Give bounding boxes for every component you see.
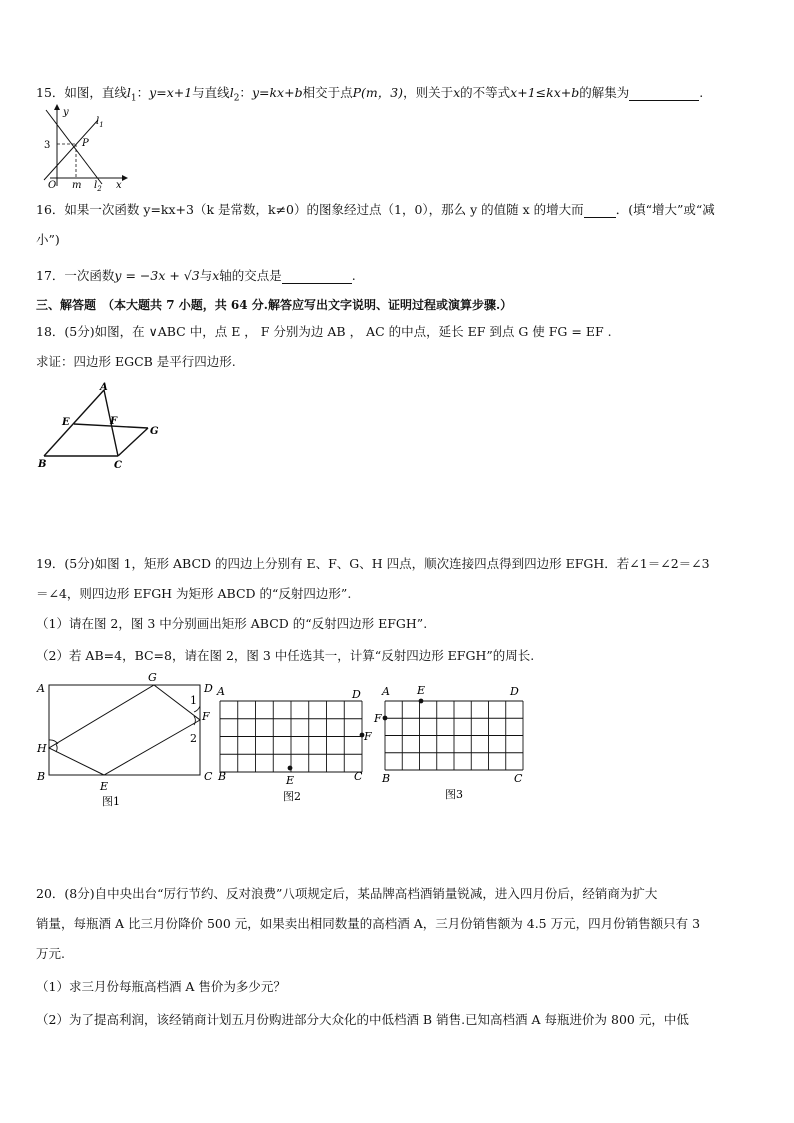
fig2-d-label: D: [352, 688, 361, 701]
q18-line1: 18．(5分)如图，在 ∨ABC 中，点 E ， F 分别为边 AB ， AC 的中点，延长 EF 到点 G 使 FG = EF .: [36, 324, 612, 339]
fig3-e-label: E: [417, 684, 426, 697]
fig1-h-label: H: [37, 742, 47, 755]
vertex-a-label: A: [100, 382, 108, 393]
answer-blank-17[interactable]: [282, 268, 352, 284]
fig1-f-label: F: [202, 710, 210, 723]
fig2-f-label: F: [364, 730, 372, 743]
q19-line2: ＝∠4，则四边形 EFGH 为矩形 ABCD 的“反射四边形”.: [36, 586, 352, 601]
vertex-b-label: B: [38, 459, 47, 470]
q19-sub1: （1）请在图 2，图 3 中分别画出矩形 ABCD 的“反射四边形 EFGH”.: [36, 616, 428, 631]
q18-figure: [36, 384, 166, 474]
vertex-g-label: G: [150, 426, 159, 437]
fig2-a-label: A: [217, 685, 225, 698]
vertex-e-label: E: [62, 417, 70, 428]
q15-text: 15．如图，直线$l_1$：y=x+1与直线$l_2$：y=kx+b相交于点P(m，3)，则关于x的不等式x+1≤kx+b的解集为 .: [36, 85, 704, 104]
fig2-grid: [220, 701, 362, 772]
y-axis-label: y: [63, 107, 69, 118]
tick-3-label: 3: [44, 140, 51, 151]
fig1-angle-2-label: 2: [190, 732, 197, 745]
fig1-caption: 图1: [102, 795, 120, 808]
m-label: m: [72, 180, 82, 191]
q19-figure-1: [36, 671, 226, 810]
q15-figure: [36, 104, 128, 193]
q17-text: 17．一次函数y = −3x + √3与x轴的交点是 .: [36, 268, 356, 283]
fig3-d-label: D: [510, 685, 519, 698]
fig1-a-label: A: [37, 682, 45, 695]
fig2-c-label: C: [354, 770, 363, 783]
q20-sub1: （1）求三月份每瓶高档酒 A 售价为多少元？: [36, 979, 286, 994]
q16-line1: 16．如果一次函数 y=kx+3（k 是常数，k≠0）的图象经过点（1，0），那么 y 的值随 x 的增大而 ．(填“增大”或“减: [36, 202, 715, 217]
q20-line3: 万元.: [36, 946, 65, 961]
q20-line1: 20．(8分)自中央出台“厉行节约、反对浪费”八项规定后，某品牌高档酒销量锐减，进入四月份后，经销商为扩大: [36, 886, 658, 901]
l1-label: $l_1$: [96, 116, 104, 129]
fig2-caption: 图2: [283, 790, 301, 803]
q20-line2: 销量，每瓶酒 A 比三月份降价 500 元，如果卖出相同数量的高档酒 A，三月份销售额为 4.5 万元，四月份销售额只有 3: [36, 916, 701, 931]
fig3-b-label: B: [382, 772, 391, 785]
q20-sub2: （2）为了提高利润，该经销商计划五月份购进部分大众化的中低档酒 B 销售.已知高档酒 A 每瓶进价为 800 元，中低: [36, 1012, 689, 1027]
fig1-g-label: G: [148, 671, 157, 684]
q19-figure-2: [215, 684, 380, 804]
fig3-a-label: A: [382, 685, 390, 698]
fig3-grid: [385, 701, 523, 770]
fig1-b-label: B: [37, 770, 46, 783]
q16-line2: 小”): [36, 232, 60, 247]
fig3-c-label: C: [514, 772, 523, 785]
q18-line2: 求证：四边形 EGCB 是平行四边形.: [36, 354, 236, 369]
fig1-c-label: C: [204, 770, 213, 783]
x-axis-label: x: [116, 180, 122, 191]
answer-blank-15[interactable]: [629, 85, 699, 101]
fig2-b-label: B: [218, 770, 227, 783]
q19-figure-3: [370, 684, 535, 804]
fig2-e-label: E: [286, 774, 295, 787]
fig1-angle-1-label: 1: [190, 694, 197, 707]
vertex-c-label: C: [114, 460, 122, 471]
section-heading: 三、解答题 （本大题共 7 小题，共 64 分.解答应写出文字说明、证明过程或演算步骤.）: [36, 298, 513, 312]
q19-sub2: （2）若 AB=4，BC=8，请在图 2，图 3 中任选其一，计算“反射四边形 EFGH”的周长.: [36, 648, 535, 663]
answer-blank-16[interactable]: [584, 202, 616, 218]
fig3-f-label: F: [374, 712, 382, 725]
fig3-caption: 图3: [445, 788, 463, 801]
fig1-d-label: D: [204, 682, 213, 695]
point-p-label: P: [82, 138, 89, 149]
fig1-e-label: E: [100, 780, 109, 793]
vertex-f-label: F: [110, 416, 118, 427]
l2-label: $l_2$: [94, 180, 102, 193]
origin-label: O: [48, 180, 57, 191]
q19-line1: 19．(5分)如图 1，矩形 ABCD 的四边上分别有 E、F、G、H 四点，顺次连接四点得到四边形 EFGH．若∠1＝∠2＝∠3: [36, 556, 710, 571]
